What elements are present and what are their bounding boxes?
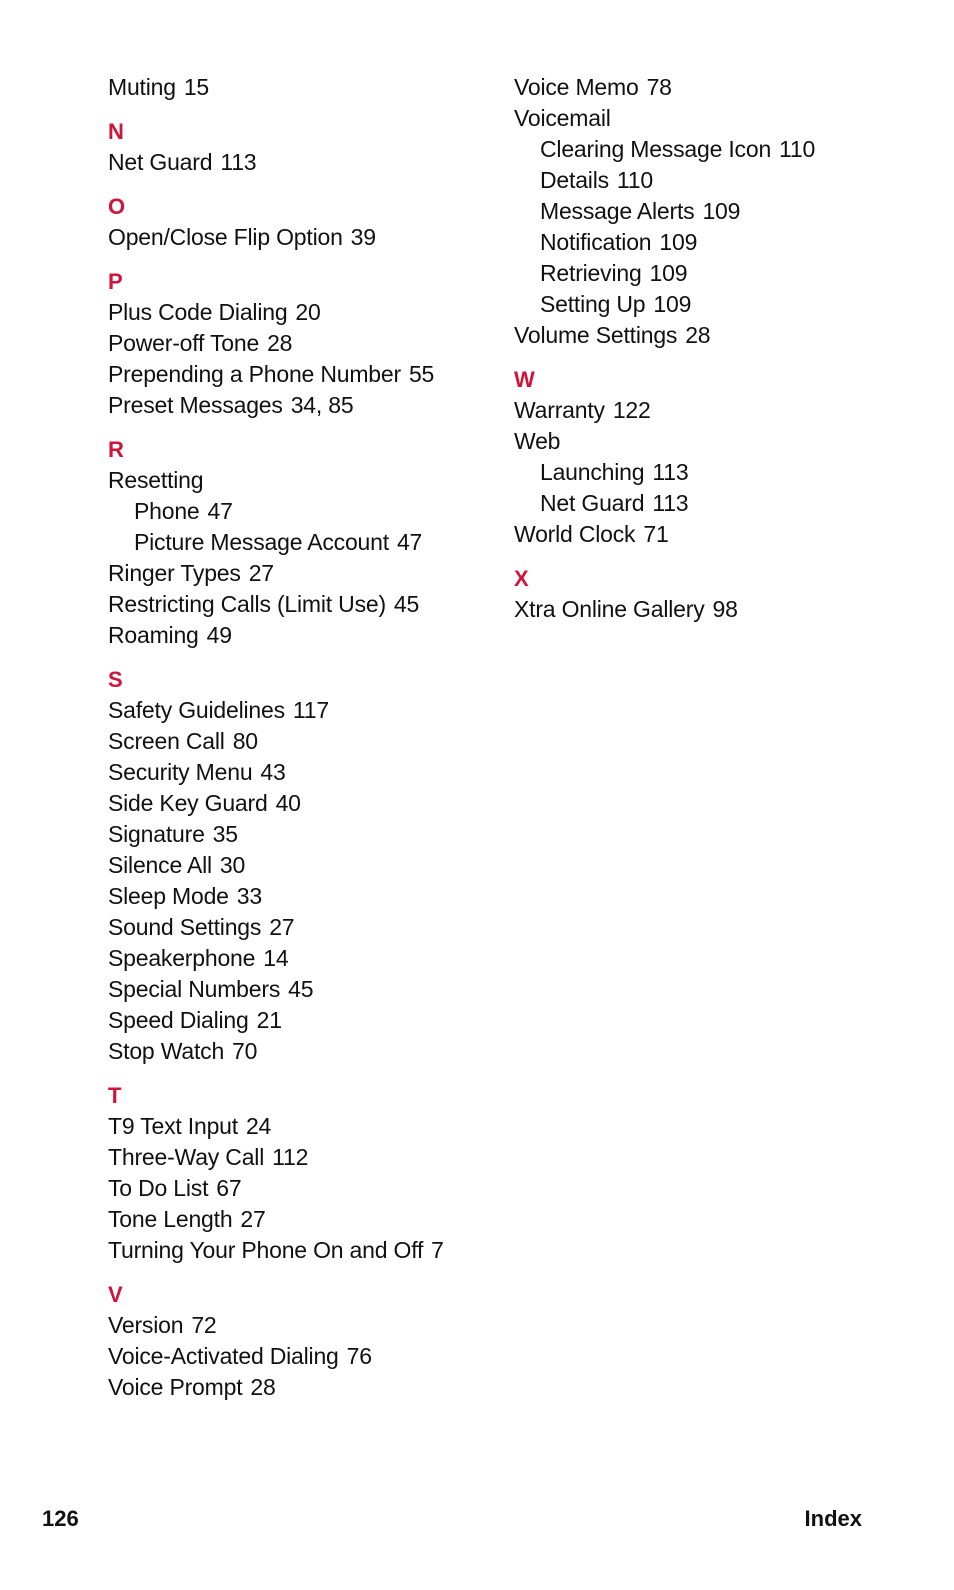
index-column-left xyxy=(108,72,498,1403)
index-entry-page: 40 xyxy=(275,790,301,816)
index-entry-text: Retrieving xyxy=(540,260,642,286)
index-entry-page: 71 xyxy=(643,521,669,547)
index-entry-text: Screen Call xyxy=(108,728,225,754)
index-letter-heading: R xyxy=(108,437,124,462)
index-entry xyxy=(108,757,498,788)
index-entry-page: 80 xyxy=(232,728,258,754)
index-entry xyxy=(514,320,934,351)
index-entry-page: 27 xyxy=(269,914,295,940)
index-entry xyxy=(108,1341,498,1372)
index-entry-page: 49 xyxy=(206,622,232,648)
index-entry-text: Xtra Online Gallery xyxy=(514,596,705,622)
index-entry xyxy=(108,1173,498,1204)
index-entry-page: 14 xyxy=(263,945,289,971)
index-entry-text: Preset Messages xyxy=(108,392,283,418)
index-entry xyxy=(108,1036,498,1067)
index-entry-page: 117 xyxy=(292,697,329,723)
index-entry xyxy=(514,594,934,625)
index-entry xyxy=(108,943,498,974)
index-entry xyxy=(514,72,934,103)
index-entry xyxy=(108,620,498,651)
index-entry-text: Voice-Activated Dialing xyxy=(108,1343,339,1369)
index-entry xyxy=(108,390,498,421)
index-entry-text: Volume Settings xyxy=(514,322,678,348)
index-entry xyxy=(108,819,498,850)
index-entry-page: 24 xyxy=(245,1113,272,1139)
index-entry xyxy=(514,519,934,550)
index-entry xyxy=(108,726,498,757)
index-subentry xyxy=(514,134,934,165)
index-letter-heading: O xyxy=(108,194,126,219)
index-entry-page: 78 xyxy=(646,74,672,100)
index-entry-page: 39 xyxy=(350,224,376,250)
index-letter-heading: V xyxy=(108,1282,123,1307)
index-entry-text: Setting Up xyxy=(540,291,646,317)
index-entry xyxy=(108,788,498,819)
index-entry xyxy=(108,974,498,1005)
index-entry xyxy=(108,695,498,726)
index-entry-text: Details xyxy=(540,167,609,193)
index-entry xyxy=(108,558,498,589)
index-entry-text: Voice Memo xyxy=(514,74,639,100)
index-entry-page: 110 xyxy=(616,167,653,193)
index-entry-text: Net Guard xyxy=(108,149,213,175)
index-subentry xyxy=(514,165,934,196)
index-entry-text: Restricting Calls (Limit Use) xyxy=(108,591,386,617)
page-number: 126 xyxy=(42,1506,79,1531)
index-entry-page: 28 xyxy=(267,330,293,356)
index-section xyxy=(108,435,498,651)
index-entry-text: Message Alerts xyxy=(540,198,695,224)
index-letter-heading: W xyxy=(514,367,535,392)
index-entry-text: Speed Dialing xyxy=(108,1007,249,1033)
index-entry-text: Launching xyxy=(540,459,645,485)
index-subentry xyxy=(514,227,934,258)
index-section xyxy=(108,1081,498,1266)
index-subentry xyxy=(514,196,934,227)
index-entry-text: Roaming xyxy=(108,622,199,648)
index-subentry xyxy=(108,527,498,558)
index-subentry xyxy=(108,496,498,527)
index-entry xyxy=(108,1204,498,1235)
index-entry-text: Stop Watch xyxy=(108,1038,225,1064)
index-entry-page: 98 xyxy=(712,596,738,622)
index-entry-text: Picture Message Account xyxy=(134,529,389,555)
index-entry-page: 55 xyxy=(408,361,435,387)
index-entry-page: 33 xyxy=(236,883,262,909)
index-entry-page: 76 xyxy=(346,1343,372,1369)
index-entry xyxy=(108,359,498,390)
index-entry-text: T9 Text Input xyxy=(108,1113,238,1139)
index-entry-text: Sound Settings xyxy=(108,914,262,940)
index-letter-heading: S xyxy=(108,667,123,692)
index-entry-text: Tone Length xyxy=(108,1206,233,1232)
index-entry-page: 7 xyxy=(431,1237,444,1263)
index-entry-page: 30 xyxy=(219,852,246,878)
index-entry-page: 45 xyxy=(288,976,314,1002)
index-entry-text: Version xyxy=(108,1312,184,1338)
index-entry-text: Sleep Mode xyxy=(108,883,229,909)
index-entry-text: Side Key Guard xyxy=(108,790,268,816)
index-section xyxy=(108,665,498,1067)
index-letter-heading: P xyxy=(108,269,123,294)
index-entry xyxy=(108,1005,498,1036)
index-entry xyxy=(108,1372,498,1403)
index-subentry xyxy=(514,488,934,519)
index-subentry xyxy=(514,258,934,289)
index-entry-text: Phone xyxy=(134,498,200,524)
index-entry xyxy=(108,881,498,912)
index-entry-page: 109 xyxy=(659,229,698,255)
index-entry-text: Silence All xyxy=(108,852,212,878)
index-section xyxy=(108,72,498,103)
index-entry-page: 45 xyxy=(393,591,420,617)
index-entry-page: 47 xyxy=(207,498,233,524)
index-entry-text: Turning Your Phone On and Off xyxy=(108,1237,424,1263)
index-entry-page: 72 xyxy=(191,1312,217,1338)
index-entry-page: 47 xyxy=(396,529,423,555)
section-name: Index xyxy=(804,1506,862,1531)
index-entry-text: Signature xyxy=(108,821,205,847)
index-entry-page: 28 xyxy=(250,1374,276,1400)
index-entry-text: Prepending a Phone Number xyxy=(108,361,401,387)
index-entry-page: 113 xyxy=(652,490,689,516)
index-entry xyxy=(514,426,934,457)
index-entry-page: 109 xyxy=(653,291,692,317)
index-entry-page: 122 xyxy=(612,397,651,423)
index-entry xyxy=(108,1310,498,1341)
index-entry-text: Net Guard xyxy=(540,490,645,516)
index-entry xyxy=(108,589,498,620)
index-entry xyxy=(108,1142,498,1173)
index-entry-page: 110 xyxy=(779,136,816,162)
index-entry xyxy=(108,297,498,328)
index-entry-page: 113 xyxy=(652,459,689,485)
index-section xyxy=(514,72,934,351)
index-subentry xyxy=(514,457,934,488)
index-letter-heading: N xyxy=(108,119,124,144)
index-entry-text: Three-Way Call xyxy=(108,1144,265,1170)
index-entry-page: 34, 85 xyxy=(290,392,354,418)
index-entry xyxy=(108,912,498,943)
index-entry xyxy=(514,395,934,426)
index-entry xyxy=(108,147,498,178)
index-entry-page: 27 xyxy=(248,560,274,586)
index-entry xyxy=(108,72,498,103)
index-entry-text: Voice Prompt xyxy=(108,1374,243,1400)
index-entry xyxy=(514,103,934,134)
index-entry-page: 113 xyxy=(220,149,257,175)
index-subentry xyxy=(514,289,934,320)
index-entry-text: Power-off Tone xyxy=(108,330,260,356)
index-entry-page: 112 xyxy=(272,1144,309,1170)
index-entry-page: 20 xyxy=(295,299,321,325)
index-entry-page: 15 xyxy=(183,74,210,100)
index-entry-page: 70 xyxy=(232,1038,258,1064)
index-entry-text: Safety Guidelines xyxy=(108,697,285,723)
index-section xyxy=(514,365,934,550)
index-entry-text: Special Numbers xyxy=(108,976,281,1002)
index-entry xyxy=(108,465,498,496)
index-entry-text: Open/Close Flip Option xyxy=(108,224,343,250)
index-entry-page: 67 xyxy=(216,1175,242,1201)
index-entry xyxy=(108,1235,498,1266)
index-entry-page: 28 xyxy=(685,322,711,348)
index-entry-page: 27 xyxy=(240,1206,266,1232)
index-section xyxy=(108,1280,498,1403)
index-entry-page: 21 xyxy=(256,1007,282,1033)
index-section xyxy=(514,564,934,625)
index-entry-page: 43 xyxy=(260,759,286,785)
index-section xyxy=(108,267,498,421)
index-letter-heading: X xyxy=(514,566,529,591)
index-entry-text: Plus Code Dialing xyxy=(108,299,288,325)
index-entry-text: Resetting xyxy=(108,467,204,493)
index-entry-text: Muting xyxy=(108,74,176,100)
index-entry-text: Speakerphone xyxy=(108,945,256,971)
index-entry-text: Notification xyxy=(540,229,652,255)
index-entry-page: 109 xyxy=(649,260,688,286)
index-entry-text: Security Menu xyxy=(108,759,253,785)
index-entry-text: To Do List xyxy=(108,1175,209,1201)
index-entry-text: Warranty xyxy=(514,397,605,423)
index-entry xyxy=(108,850,498,881)
index-entry xyxy=(108,1111,498,1142)
index-section xyxy=(108,192,498,253)
index-column-right xyxy=(514,72,934,625)
index-entry xyxy=(108,328,498,359)
index-entry-text: Voicemail xyxy=(514,105,611,131)
index-entry-page: 35 xyxy=(212,821,238,847)
index-entry-text: Clearing Message Icon xyxy=(540,136,772,162)
index-section xyxy=(108,117,498,178)
index-entry-text: World Clock xyxy=(514,521,636,547)
index-entry-text: Web xyxy=(514,428,561,454)
index-entry-text: Ringer Types xyxy=(108,560,241,586)
index-letter-heading: T xyxy=(108,1083,122,1108)
index-entry-page: 109 xyxy=(702,198,741,224)
index-entry xyxy=(108,222,498,253)
